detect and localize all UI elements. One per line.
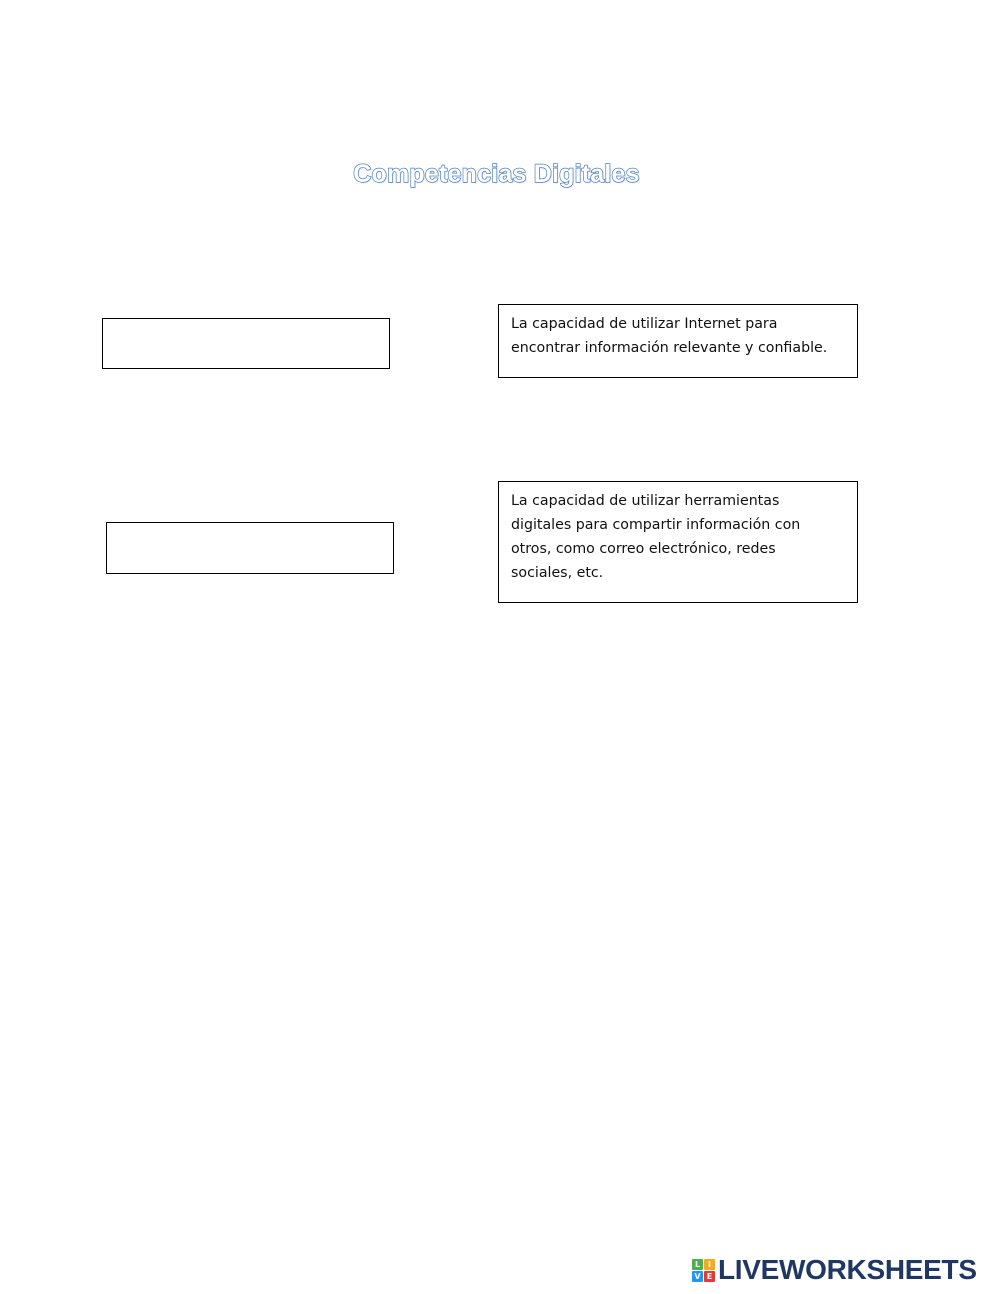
logo-letter-l: L	[692, 1259, 703, 1270]
logo-letter-e: E	[704, 1271, 715, 1282]
definition-box-2	[498, 481, 858, 603]
logo-letter-v: V	[692, 1271, 703, 1282]
definition-1-line-1: La capacidad de utilizar Internet para	[511, 316, 778, 332]
definition-2-line-3: otros, como correo electrónico, redes	[511, 541, 776, 557]
liveworksheets-logo-icon	[692, 1259, 715, 1282]
answer-box-1[interactable]	[102, 318, 390, 369]
definition-1-line-2: encontrar información relevante y confiable.	[511, 340, 828, 356]
page-title: Competencias Digitales	[353, 160, 640, 188]
answer-box-2[interactable]	[106, 522, 394, 574]
definition-box-1	[498, 304, 858, 378]
liveworksheets-logo	[692, 1255, 977, 1285]
definition-2-line-2: digitales para compartir información con	[511, 517, 801, 533]
definition-2-line-1: La capacidad de utilizar herramientas	[511, 493, 780, 509]
liveworksheets-logo-text: LIVEWORKSHEETS	[718, 1254, 977, 1285]
definition-2-line-4: sociales, etc.	[511, 565, 604, 581]
logo-letter-i: I	[704, 1259, 715, 1270]
